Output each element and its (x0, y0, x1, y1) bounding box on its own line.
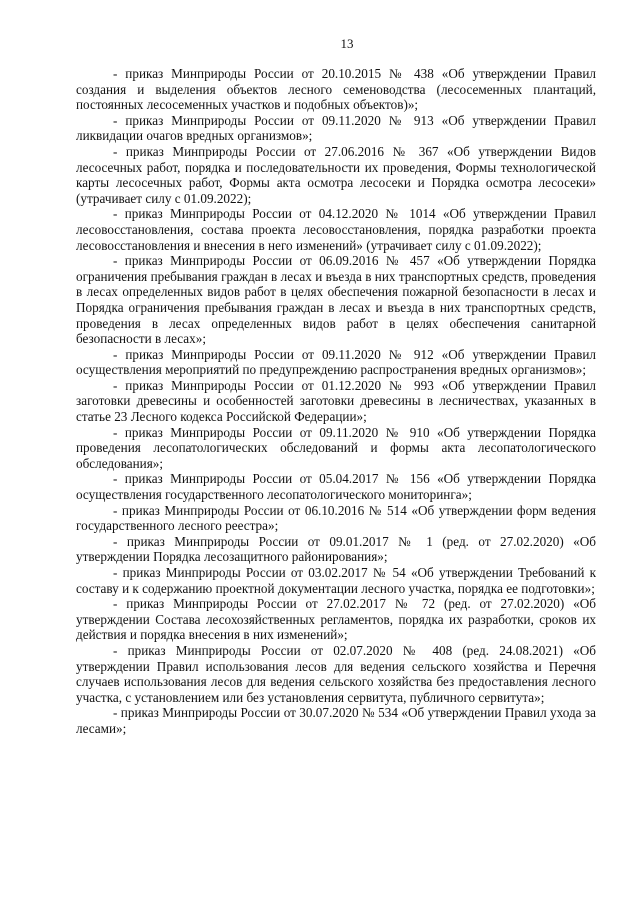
list-item: - приказ Минприроды России от 27.02.2017 № 72 (ред. от 27.02.2020) «Об утверждении Состава лесохозяйственных регламентов, порядка их разработки, сроков их действия и порядка внесения в них изменений»; (76, 596, 596, 643)
list-item: - приказ Минприроды России от 20.10.2015 № 438 «Об утверждении Правил создания и выделения объектов лесного семеноводства (лесосеменных плантаций, постоянных лесосеменных участков и подобных объектов)»; (76, 66, 596, 113)
list-item: - приказ Минприроды России от 05.04.2017 № 156 «Об утверждении Порядка осуществления государственного лесопатологического мониторинга»; (76, 471, 596, 503)
list-item: - приказ Минприроды России от 27.06.2016 № 367 «Об утверждении Видов лесосечных работ, порядка и последовательности их проведения, Формы технологической карты лесосечных работ, Формы акта осмотра лесосеки и Порядка осмотра лесосеки» (утрачивает силу с 01.09.2022); (76, 143, 596, 206)
list-item: - приказ Минприроды России от 02.07.2020 № 408 (ред. 24.08.2021) «Об утверждении Правил использования лесов для ведения сельского хозяйства и Перечня случаев использования лесов для ведения сельского хозяйства без предоставления лесного участка, с установлением или без установления сервитута, публичного сервитута»; (76, 642, 596, 705)
page-number: 13 (340, 36, 354, 51)
list-item: - приказ Минприроды России от 01.12.2020 № 993 «Об утверждении Правил заготовки древесины и особенностей заготовки древесины в лесничествах, указанных в статье 23 Лесного кодекса Российской Федерации»; (76, 377, 596, 425)
list-item: - приказ Минприроды России от 04.12.2020 № 1014 «Об утверждении Правил лесовосстановления, состава проекта лесовосстановления, порядка разработки проекта лесовосстановления и внесения в него изменений» (утрачивает силу с 01.09.2022); (76, 206, 596, 253)
list-item: - приказ Минприроды России от 06.09.2016 № 457 «Об утверждении Порядка ограничения пребывания граждан в лесах и въезда в них транспортных средств, проведения в лесах определенных видов работ в целях обеспечения пожарной безопасности в лесах и Порядка ограничения пребывания граждан в лесах и въезда в них транспортных средств, проведения в лесах определенных видов работ в целях обеспечения санитарной безопасности в лесах»; (76, 253, 596, 347)
list-item: - приказ Минприроды России от 30.07.2020 № 534 «Об утверждении Правил ухода за лесами»; (76, 705, 596, 736)
list-item: - приказ Минприроды России от 06.10.2016 № 514 «Об утверждении форм ведения государственного лесного реестра»; (76, 502, 596, 534)
orders-list (76, 66, 596, 737)
list-item: - приказ Минприроды России от 09.11.2020 № 913 «Об утверждении Правил ликвидации очагов вредных организмов»; (76, 112, 596, 144)
list-item: - приказ Минприроды России от 09.11.2020 № 910 «Об утверждении Порядка проведения лесопатологических обследований и формы акта лесопатологического обследования»; (76, 424, 596, 471)
list-item: - приказ Минприроды России от 09.01.2017 № 1 (ред. от 27.02.2020) «Об утверждении Порядка лесозащитного районирования»; (76, 533, 596, 565)
list-item: - приказ Минприроды России от 09.11.2020 № 912 «Об утверждении Правил осуществления мероприятий по предупреждению распространения вредных организмов»; (76, 346, 596, 378)
list-item: - приказ Минприроды России от 03.02.2017 № 54 «Об утверждении Требований к составу и к содержанию проектной документации лесного участка, порядка ее подготовки»; (76, 565, 596, 596)
